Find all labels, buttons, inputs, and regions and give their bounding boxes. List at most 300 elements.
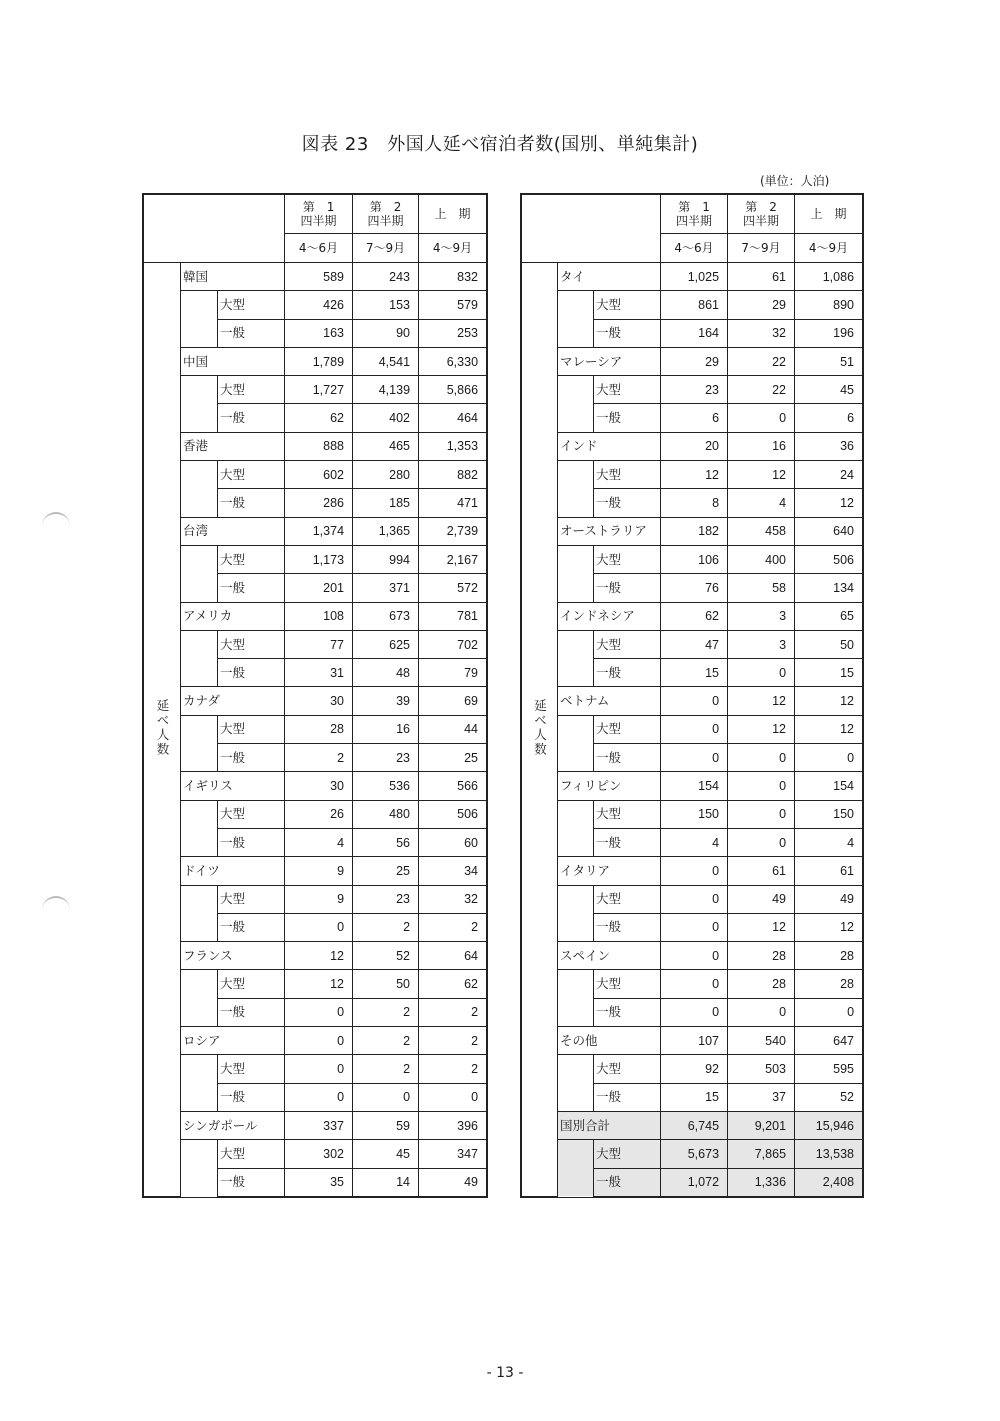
- column-period: 4～6月: [285, 234, 353, 263]
- value-cell: 0: [285, 998, 353, 1026]
- value-cell: 107: [661, 1027, 728, 1055]
- value-cell: 589: [285, 263, 353, 291]
- value-cell: 25: [419, 744, 487, 772]
- value-cell: 0: [728, 998, 795, 1026]
- column-header-sublabel: 四半期: [743, 214, 780, 228]
- table-row-subtype: [522, 1055, 863, 1083]
- value-cell: 506: [419, 800, 487, 828]
- subtype-label: 一般: [218, 1168, 285, 1196]
- value-cell: 16: [353, 715, 419, 743]
- indent-cell: [181, 715, 218, 772]
- subtype-label: 大型: [218, 715, 285, 743]
- value-cell: 1,025: [661, 263, 728, 291]
- column-header-sublabel: 四半期: [676, 214, 713, 228]
- table-row-country: [144, 857, 487, 885]
- country-name: 中国: [181, 347, 285, 375]
- country-name: マレーシア: [558, 347, 661, 375]
- value-cell: 150: [661, 800, 728, 828]
- value-cell: 2: [419, 1055, 487, 1083]
- table-row-country: [144, 942, 487, 970]
- value-cell: 12: [285, 970, 353, 998]
- country-name: カナダ: [181, 687, 285, 715]
- country-name: ベトナム: [558, 687, 661, 715]
- value-cell: 201: [285, 574, 353, 602]
- table-row-country: [522, 602, 863, 630]
- subtype-label: 大型: [218, 291, 285, 319]
- value-cell: 37: [728, 1083, 795, 1111]
- subtype-label: 一般: [594, 998, 661, 1026]
- subtype-label: 一般: [594, 1083, 661, 1111]
- value-cell: 60: [419, 828, 487, 856]
- value-cell: 6,330: [419, 347, 487, 375]
- value-cell: 90: [353, 319, 419, 347]
- table-row-country: [522, 857, 863, 885]
- table-row-subtype: [522, 970, 863, 998]
- subtype-label: 一般: [218, 828, 285, 856]
- value-cell: 566: [419, 772, 487, 800]
- indent-cell: [558, 715, 594, 772]
- table-row-country: [522, 1027, 863, 1055]
- value-cell: 302: [285, 1140, 353, 1168]
- subtype-label: 一般: [218, 574, 285, 602]
- country-name: オーストラリア: [558, 517, 661, 545]
- value-cell: 3: [728, 630, 795, 658]
- value-cell: 0: [285, 1027, 353, 1055]
- value-cell: 1,789: [285, 347, 353, 375]
- value-cell: 595: [795, 1055, 863, 1083]
- value-cell: 781: [419, 602, 487, 630]
- value-cell: 16: [728, 432, 795, 460]
- subtype-label: 一般: [594, 913, 661, 941]
- value-cell: 58: [728, 574, 795, 602]
- value-cell: 61: [728, 857, 795, 885]
- value-cell: 154: [661, 772, 728, 800]
- subtype-label: 一般: [594, 574, 661, 602]
- value-cell: 28: [795, 970, 863, 998]
- value-cell: 163: [285, 319, 353, 347]
- value-cell: 0: [661, 744, 728, 772]
- subtype-label: 大型: [594, 1140, 661, 1168]
- table-row-country: [144, 1111, 487, 1139]
- subtype-label: 大型: [218, 545, 285, 573]
- page-title: 図表 23 外国人延べ宿泊者数(国別、単純集計): [301, 134, 699, 155]
- value-cell: 79: [419, 659, 487, 687]
- indent-cell: [558, 1140, 594, 1197]
- indent-cell: [181, 461, 218, 518]
- column-period: 4～6月: [661, 234, 728, 263]
- value-cell: 12: [728, 687, 795, 715]
- indent-cell: [558, 461, 594, 518]
- value-cell: 6: [795, 404, 863, 432]
- value-cell: 2: [353, 1055, 419, 1083]
- column-header-sublabel: 四半期: [300, 214, 337, 228]
- table-row-subtype: [522, 461, 863, 489]
- value-cell: 1,374: [285, 517, 353, 545]
- value-cell: 0: [661, 715, 728, 743]
- value-cell: 9: [285, 885, 353, 913]
- country-name: 国別合計: [558, 1111, 661, 1139]
- value-cell: 45: [353, 1140, 419, 1168]
- subtype-label: 大型: [218, 1055, 285, 1083]
- column-header-label: 上 期: [810, 207, 847, 221]
- value-cell: 994: [353, 545, 419, 573]
- indent-cell: [558, 970, 594, 1027]
- value-cell: 0: [661, 913, 728, 941]
- value-cell: 890: [795, 291, 863, 319]
- value-cell: 4: [795, 828, 863, 856]
- unit-label: (単位：人泊): [760, 174, 830, 188]
- table-row-country: [144, 687, 487, 715]
- value-cell: 402: [353, 404, 419, 432]
- value-cell: 45: [795, 376, 863, 404]
- value-cell: 2: [419, 913, 487, 941]
- value-cell: 9,201: [728, 1111, 795, 1139]
- table-row-subtype: [144, 715, 487, 743]
- value-cell: 49: [728, 885, 795, 913]
- value-cell: 7,865: [728, 1140, 795, 1168]
- subtype-label: 大型: [218, 970, 285, 998]
- value-cell: 2,739: [419, 517, 487, 545]
- value-cell: 62: [419, 970, 487, 998]
- punch-hole-mark: [42, 896, 70, 912]
- value-cell: 2: [353, 998, 419, 1026]
- value-cell: 12: [795, 913, 863, 941]
- value-cell: 0: [728, 404, 795, 432]
- value-cell: 20: [661, 432, 728, 460]
- value-cell: 15: [661, 659, 728, 687]
- country-name: 台湾: [181, 517, 285, 545]
- value-cell: 153: [353, 291, 419, 319]
- value-cell: 6,745: [661, 1111, 728, 1139]
- column-header: [419, 195, 487, 234]
- value-cell: 832: [419, 263, 487, 291]
- value-cell: 106: [661, 545, 728, 573]
- table-row-country: [144, 347, 487, 375]
- country-name: その他: [558, 1027, 661, 1055]
- table-row-subtype: [144, 630, 487, 658]
- table-row-country: [144, 1027, 487, 1055]
- country-name: スペイン: [558, 942, 661, 970]
- table-row-country: [144, 772, 487, 800]
- table-row-country: [522, 263, 863, 291]
- subtype-label: 大型: [594, 461, 661, 489]
- value-cell: 30: [285, 772, 353, 800]
- indent-cell: [181, 630, 218, 687]
- subtype-label: 一般: [218, 998, 285, 1026]
- value-cell: 15,946: [795, 1111, 863, 1139]
- value-cell: 12: [728, 461, 795, 489]
- column-header-label: 第 1: [302, 200, 335, 214]
- value-cell: 464: [419, 404, 487, 432]
- left-table: [143, 194, 487, 1197]
- punch-hole-mark: [42, 512, 70, 528]
- column-header-label: 第 2: [369, 200, 402, 214]
- country-name: シンガポール: [181, 1111, 285, 1139]
- value-cell: 15: [795, 659, 863, 687]
- value-cell: 0: [728, 800, 795, 828]
- indent-cell: [181, 970, 218, 1027]
- value-cell: 56: [353, 828, 419, 856]
- subtype-label: 大型: [218, 630, 285, 658]
- value-cell: 243: [353, 263, 419, 291]
- table-row-subtype: [522, 1140, 863, 1168]
- table-row-subtype: [522, 800, 863, 828]
- value-cell: 0: [419, 1083, 487, 1111]
- value-cell: 62: [661, 602, 728, 630]
- value-cell: 51: [795, 347, 863, 375]
- value-cell: 396: [419, 1111, 487, 1139]
- value-cell: 0: [661, 998, 728, 1026]
- value-cell: 34: [419, 857, 487, 885]
- subtype-label: 大型: [218, 461, 285, 489]
- table-row-country: [522, 942, 863, 970]
- table-row-country: [522, 772, 863, 800]
- table-row-subtype: [522, 715, 863, 743]
- value-cell: 888: [285, 432, 353, 460]
- value-cell: 61: [728, 263, 795, 291]
- value-cell: 673: [353, 602, 419, 630]
- table-row-subtype: [144, 545, 487, 573]
- value-cell: 0: [285, 913, 353, 941]
- value-cell: 77: [285, 630, 353, 658]
- value-cell: 0: [795, 998, 863, 1026]
- table-row-subtype: [522, 885, 863, 913]
- table-row-subtype: [144, 291, 487, 319]
- value-cell: 1,336: [728, 1168, 795, 1196]
- value-cell: 35: [285, 1168, 353, 1196]
- subtype-label: 大型: [594, 1055, 661, 1083]
- table-row-country: [522, 347, 863, 375]
- value-cell: 0: [661, 942, 728, 970]
- value-cell: 108: [285, 602, 353, 630]
- column-period: 4～9月: [795, 234, 863, 263]
- table-row-subtype: [144, 1140, 487, 1168]
- value-cell: 44: [419, 715, 487, 743]
- subtype-label: 大型: [218, 800, 285, 828]
- value-cell: 540: [728, 1027, 795, 1055]
- value-cell: 286: [285, 489, 353, 517]
- subtype-label: 一般: [594, 744, 661, 772]
- value-cell: 861: [661, 291, 728, 319]
- value-cell: 62: [285, 404, 353, 432]
- table-row-country: [522, 517, 863, 545]
- value-cell: 3: [728, 602, 795, 630]
- value-cell: 29: [728, 291, 795, 319]
- value-cell: 69: [419, 687, 487, 715]
- value-cell: 572: [419, 574, 487, 602]
- value-cell: 28: [285, 715, 353, 743]
- value-cell: 154: [795, 772, 863, 800]
- subtype-label: 一般: [594, 828, 661, 856]
- value-cell: 23: [353, 885, 419, 913]
- value-cell: 0: [353, 1083, 419, 1111]
- table-row-subtype: [144, 970, 487, 998]
- value-cell: 0: [728, 744, 795, 772]
- indent-cell: [558, 545, 594, 602]
- value-cell: 4: [285, 828, 353, 856]
- value-cell: 28: [728, 970, 795, 998]
- value-cell: 882: [419, 461, 487, 489]
- value-cell: 0: [661, 885, 728, 913]
- value-cell: 76: [661, 574, 728, 602]
- page-number: - 13 -: [486, 1365, 524, 1381]
- column-header: [795, 195, 863, 234]
- value-cell: 1,173: [285, 545, 353, 573]
- subtype-label: 大型: [594, 291, 661, 319]
- value-cell: 25: [353, 857, 419, 885]
- value-cell: 2: [353, 913, 419, 941]
- value-cell: 134: [795, 574, 863, 602]
- table-row-subtype: [144, 376, 487, 404]
- value-cell: 22: [728, 376, 795, 404]
- value-cell: 14: [353, 1168, 419, 1196]
- value-cell: 4,139: [353, 376, 419, 404]
- value-cell: 13,538: [795, 1140, 863, 1168]
- table-row-country: [144, 602, 487, 630]
- subtype-label: 大型: [594, 800, 661, 828]
- value-cell: 579: [419, 291, 487, 319]
- subtype-label: 一般: [218, 1083, 285, 1111]
- column-period: 7～9月: [353, 234, 419, 263]
- column-header: [728, 195, 795, 234]
- value-cell: 2: [419, 998, 487, 1026]
- value-cell: 0: [728, 828, 795, 856]
- value-cell: 32: [728, 319, 795, 347]
- table-row-subtype: [522, 630, 863, 658]
- subtype-label: 大型: [594, 970, 661, 998]
- value-cell: 23: [353, 744, 419, 772]
- value-cell: 640: [795, 517, 863, 545]
- indent-cell: [558, 376, 594, 433]
- header-corner: [144, 195, 285, 263]
- value-cell: 471: [419, 489, 487, 517]
- value-cell: 400: [728, 545, 795, 573]
- value-cell: 625: [353, 630, 419, 658]
- value-cell: 31: [285, 659, 353, 687]
- value-cell: 0: [285, 1055, 353, 1083]
- value-cell: 503: [728, 1055, 795, 1083]
- value-cell: 32: [419, 885, 487, 913]
- value-cell: 0: [661, 970, 728, 998]
- value-cell: 8: [661, 489, 728, 517]
- value-cell: 602: [285, 461, 353, 489]
- subtype-label: 一般: [218, 913, 285, 941]
- indent-cell: [181, 800, 218, 857]
- value-cell: 23: [661, 376, 728, 404]
- subtype-label: 大型: [594, 715, 661, 743]
- table-row-country: [144, 263, 487, 291]
- column-header-sublabel: 四半期: [367, 214, 404, 228]
- value-cell: 59: [353, 1111, 419, 1139]
- subtype-label: 大型: [218, 885, 285, 913]
- value-cell: 2: [419, 1027, 487, 1055]
- value-cell: 480: [353, 800, 419, 828]
- value-cell: 2,167: [419, 545, 487, 573]
- value-cell: 49: [419, 1168, 487, 1196]
- indent-cell: [181, 885, 218, 942]
- value-cell: 0: [661, 687, 728, 715]
- value-cell: 22: [728, 347, 795, 375]
- table-row-subtype: [522, 376, 863, 404]
- value-cell: 52: [795, 1083, 863, 1111]
- value-cell: 50: [353, 970, 419, 998]
- value-cell: 52: [353, 942, 419, 970]
- column-header-label: 第 2: [745, 200, 777, 214]
- value-cell: 12: [728, 715, 795, 743]
- column-header-label: 上 期: [434, 207, 471, 221]
- country-name: ロシア: [181, 1027, 285, 1055]
- value-cell: 337: [285, 1111, 353, 1139]
- indent-cell: [558, 291, 594, 348]
- value-cell: 48: [353, 659, 419, 687]
- subtype-label: 大型: [594, 545, 661, 573]
- value-cell: 164: [661, 319, 728, 347]
- subtype-label: 一般: [218, 404, 285, 432]
- value-cell: 9: [285, 857, 353, 885]
- value-cell: 702: [419, 630, 487, 658]
- subtype-label: 大型: [594, 630, 661, 658]
- value-cell: 61: [795, 857, 863, 885]
- value-cell: 5,673: [661, 1140, 728, 1168]
- value-cell: 150: [795, 800, 863, 828]
- side-label-text: 延べ人数: [155, 698, 170, 757]
- value-cell: 4: [728, 489, 795, 517]
- country-name: 香港: [181, 432, 285, 460]
- value-cell: 1,365: [353, 517, 419, 545]
- value-cell: 1,072: [661, 1168, 728, 1196]
- value-cell: 465: [353, 432, 419, 460]
- value-cell: 506: [795, 545, 863, 573]
- value-cell: 28: [728, 942, 795, 970]
- value-cell: 2,408: [795, 1168, 863, 1196]
- indent-cell: [558, 630, 594, 687]
- subtype-label: 一般: [594, 319, 661, 347]
- table-row-subtype: [522, 291, 863, 319]
- value-cell: 371: [353, 574, 419, 602]
- value-cell: 64: [419, 942, 487, 970]
- country-name: イギリス: [181, 772, 285, 800]
- value-cell: 65: [795, 602, 863, 630]
- country-name: タイ: [558, 263, 661, 291]
- value-cell: 12: [795, 687, 863, 715]
- value-cell: 5,866: [419, 376, 487, 404]
- value-cell: 92: [661, 1055, 728, 1083]
- country-name: イタリア: [558, 857, 661, 885]
- value-cell: 12: [795, 715, 863, 743]
- table-row-country: [522, 1111, 863, 1139]
- value-cell: 50: [795, 630, 863, 658]
- value-cell: 185: [353, 489, 419, 517]
- value-cell: 1,353: [419, 432, 487, 460]
- subtype-label: 一般: [594, 404, 661, 432]
- value-cell: 196: [795, 319, 863, 347]
- side-label: [144, 263, 181, 1197]
- value-cell: 12: [285, 942, 353, 970]
- header-corner: [522, 195, 661, 263]
- right-table: [521, 194, 863, 1197]
- subtype-label: 一般: [594, 489, 661, 517]
- column-header: [353, 195, 419, 234]
- country-name: フィリピン: [558, 772, 661, 800]
- value-cell: 49: [795, 885, 863, 913]
- table-row-subtype: [144, 800, 487, 828]
- country-name: インド: [558, 432, 661, 460]
- table-row-subtype: [522, 545, 863, 573]
- indent-cell: [181, 1140, 218, 1197]
- value-cell: 426: [285, 291, 353, 319]
- subtype-label: 大型: [218, 376, 285, 404]
- value-cell: 12: [661, 461, 728, 489]
